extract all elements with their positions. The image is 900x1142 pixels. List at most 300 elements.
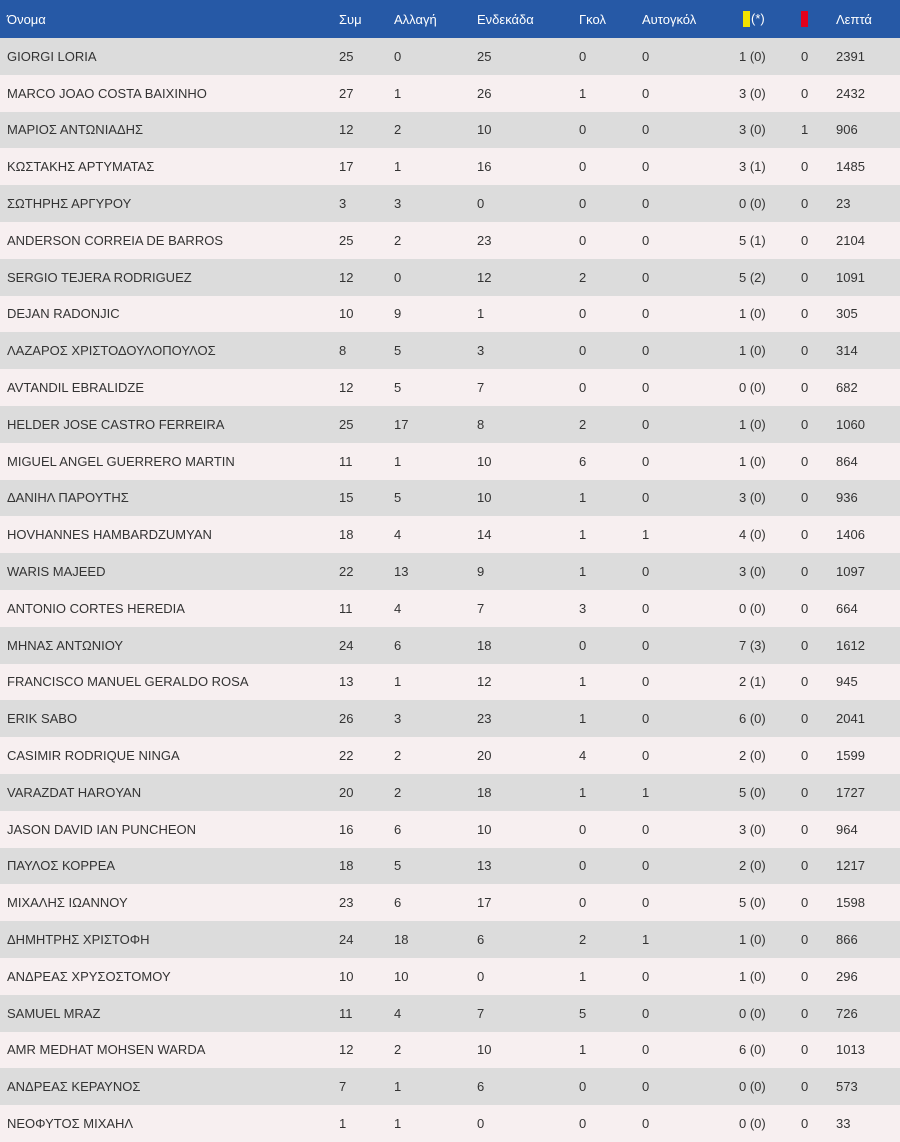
cell-own-goals: 0: [642, 85, 650, 101]
cell-starts: 10: [477, 122, 492, 138]
cell-starts: 13: [477, 858, 492, 874]
cell-starts: 8: [477, 416, 485, 432]
cell-sub: 9: [394, 306, 402, 322]
table-row: [0, 958, 900, 995]
header-starts[interactable]: Ενδεκάδα: [477, 11, 534, 27]
cell-minutes: 2104: [836, 232, 865, 248]
cell-own-goals: 0: [642, 895, 650, 911]
cell-red-cards: 0: [801, 490, 809, 506]
table-row: [0, 737, 900, 774]
cell-sub: 5: [394, 380, 402, 396]
cell-yellow-cards: 5 (0): [739, 895, 766, 911]
cell-red-cards: 0: [801, 821, 809, 837]
cell-red-cards: 0: [801, 453, 809, 469]
cell-goals: 1: [579, 527, 587, 543]
cell-minutes: 945: [836, 674, 858, 690]
cell-name: AMR MEDHAT MOHSEN WARDA: [7, 1042, 206, 1058]
cell-goals: 0: [579, 48, 587, 64]
cell-red-cards: 0: [801, 196, 809, 212]
cell-red-cards: 0: [801, 343, 809, 359]
red-card-icon: [801, 11, 808, 27]
cell-name: ΑΝΔΡΕΑΣ ΧΡΥΣΟΣΤΟΜΟΥ: [7, 968, 171, 984]
cell-minutes: 1727: [836, 784, 865, 800]
cell-red-cards: 0: [801, 637, 809, 653]
cell-minutes: 1612: [836, 637, 865, 653]
cell-red-cards: 0: [801, 85, 809, 101]
cell-goals: 3: [579, 600, 587, 616]
cell-minutes: 1599: [836, 748, 865, 764]
cell-goals: 0: [579, 343, 587, 359]
cell-starts: 6: [477, 1079, 485, 1095]
cell-starts: 12: [477, 674, 492, 690]
table-row: [0, 884, 900, 921]
cell-name: ΑΝΔΡΕΑΣ ΚΕΡΑΥΝΟΣ: [7, 1079, 141, 1095]
cell-sub: 1: [394, 674, 402, 690]
cell-apps: 22: [339, 564, 354, 580]
cell-name: ΝΕΟΦΥΤΟΣ ΜΙΧΑΗΛ: [7, 1116, 134, 1131]
cell-sub: 4: [394, 600, 402, 616]
cell-goals: 1: [579, 968, 587, 984]
cell-minutes: 864: [836, 453, 858, 469]
cell-starts: 20: [477, 748, 492, 764]
cell-apps: 10: [339, 306, 354, 322]
cell-sub: 6: [394, 637, 402, 653]
cell-name: CASIMIR RODRIQUE NINGA: [7, 748, 180, 764]
cell-own-goals: 1: [642, 784, 650, 800]
cell-minutes: 964: [836, 821, 858, 837]
table-row: [0, 185, 900, 222]
cell-own-goals: 0: [642, 858, 650, 874]
cell-name: ΛΑΖΑΡΟΣ ΧΡΙΣΤΟΔΟΥΛΟΠΟΥΛΟΣ: [7, 343, 216, 359]
cell-starts: 25: [477, 48, 492, 64]
header-row: [0, 0, 900, 38]
table-row: [0, 700, 900, 737]
cell-apps: 24: [339, 932, 354, 948]
table-row: [0, 921, 900, 958]
cell-minutes: 33: [836, 1116, 851, 1131]
header-red-cards[interactable]: [794, 0, 829, 38]
cell-minutes: 1060: [836, 416, 865, 432]
cell-red-cards: 0: [801, 159, 809, 175]
cell-own-goals: 0: [642, 490, 650, 506]
cell-name: ΔΑΝΙΗΛ ΠΑΡΟΥΤΗΣ: [7, 490, 129, 506]
cell-sub: 1: [394, 159, 402, 175]
cell-minutes: 305: [836, 306, 858, 322]
cell-goals: 1: [579, 85, 587, 101]
table-row: [0, 516, 900, 553]
cell-sub: 10: [394, 968, 409, 984]
cell-yellow-cards: 5 (1): [739, 232, 766, 248]
cell-yellow-cards: 3 (0): [739, 122, 766, 138]
cell-name: JASON DAVID IAN PUNCHEON: [7, 821, 197, 837]
cell-yellow-cards: 3 (1): [739, 159, 766, 175]
cell-sub: 1: [394, 1116, 402, 1131]
cell-sub: 2: [394, 748, 402, 764]
cell-goals: 0: [579, 821, 587, 837]
cell-yellow-cards: 6 (0): [739, 711, 766, 727]
cell-starts: 10: [477, 821, 492, 837]
cell-starts: 7: [477, 380, 485, 396]
table-row: [0, 332, 900, 369]
table-row: [0, 443, 900, 480]
yellow-card-icon: [743, 11, 750, 27]
header-name[interactable]: Όνομα: [7, 11, 46, 27]
cell-sub: 4: [394, 527, 402, 543]
cell-own-goals: 0: [642, 196, 650, 212]
cell-red-cards: 0: [801, 416, 809, 432]
cell-red-cards: 0: [801, 748, 809, 764]
cell-red-cards: 0: [801, 932, 809, 948]
cell-apps: 25: [339, 48, 354, 64]
cell-starts: 9: [477, 564, 485, 580]
cell-sub: 2: [394, 232, 402, 248]
cell-name: ΜΑΡΙΟΣ ΑΝΤΩΝΙΑΔΗΣ: [7, 122, 144, 138]
table-row: [0, 553, 900, 590]
cell-minutes: 906: [836, 122, 858, 138]
cell-sub: 0: [394, 48, 402, 64]
cell-own-goals: 0: [642, 968, 650, 984]
table-row: [0, 259, 900, 296]
cell-apps: 24: [339, 637, 354, 653]
cell-minutes: 1485: [836, 159, 865, 175]
cell-apps: 1: [339, 1116, 347, 1131]
cell-minutes: 2041: [836, 711, 865, 727]
cell-name: ANDERSON CORREIA DE BARROS: [7, 232, 223, 248]
table-row: [0, 590, 900, 627]
cell-apps: 3: [339, 196, 347, 212]
cell-red-cards: 0: [801, 380, 809, 396]
cell-minutes: 1406: [836, 527, 865, 543]
cell-minutes: 314: [836, 343, 858, 359]
cell-yellow-cards: 3 (0): [739, 821, 766, 837]
cell-own-goals: 0: [642, 1116, 650, 1131]
cell-yellow-cards: 5 (2): [739, 269, 766, 285]
cell-own-goals: 0: [642, 232, 650, 248]
cell-apps: 27: [339, 85, 354, 101]
cell-name: GIORGI LORIA: [7, 48, 97, 64]
cell-goals: 1: [579, 674, 587, 690]
cell-apps: 12: [339, 122, 354, 138]
cell-yellow-cards: 3 (0): [739, 490, 766, 506]
cell-red-cards: 0: [801, 269, 809, 285]
cell-starts: 10: [477, 453, 492, 469]
cell-goals: 1: [579, 711, 587, 727]
cell-goals: 0: [579, 232, 587, 248]
cell-apps: 15: [339, 490, 354, 506]
cell-sub: 5: [394, 490, 402, 506]
table-header: [0, 0, 900, 38]
cell-minutes: 866: [836, 932, 858, 948]
cell-goals: 4: [579, 748, 587, 764]
header-own-goals[interactable]: Αυτογκόλ: [642, 11, 697, 27]
cell-starts: 18: [477, 637, 492, 653]
cell-starts: 10: [477, 490, 492, 506]
cell-minutes: 2432: [836, 85, 865, 101]
cell-name: ΜΙΧΑΛΗΣ ΙΩΑΝΝΟΥ: [7, 895, 128, 911]
cell-red-cards: 0: [801, 858, 809, 874]
cell-yellow-cards: 3 (0): [739, 564, 766, 580]
cell-yellow-cards: 7 (3): [739, 637, 766, 653]
cell-name: SAMUEL MRAZ: [7, 1005, 101, 1021]
cell-name: ΠΑΥΛΟΣ ΚΟΡΡΕΑ: [7, 858, 116, 874]
cell-yellow-cards: 0 (0): [739, 196, 766, 212]
cell-goals: 1: [579, 564, 587, 580]
cell-sub: 2: [394, 784, 402, 800]
table-row: [0, 480, 900, 517]
header-apps[interactable]: Συμ: [339, 11, 362, 27]
cell-apps: 16: [339, 821, 354, 837]
cell-yellow-cards: 1 (0): [739, 453, 766, 469]
cell-starts: 6: [477, 932, 485, 948]
cell-sub: 3: [394, 711, 402, 727]
cell-apps: 13: [339, 674, 354, 690]
cell-apps: 11: [339, 600, 353, 616]
cell-starts: 1: [477, 306, 485, 322]
cell-red-cards: 0: [801, 895, 809, 911]
table-row: [0, 222, 900, 259]
cell-yellow-cards: 1 (0): [739, 306, 766, 322]
cell-apps: 22: [339, 748, 354, 764]
cell-starts: 0: [477, 196, 485, 212]
header-sub[interactable]: Αλλαγή: [394, 11, 437, 27]
cell-apps: 12: [339, 380, 354, 396]
cell-apps: 17: [339, 159, 354, 175]
cell-sub: 13: [394, 564, 409, 580]
cell-goals: 0: [579, 1116, 587, 1131]
cell-red-cards: 0: [801, 674, 809, 690]
table-row: [0, 406, 900, 443]
header-yellow-cards[interactable]: [736, 0, 794, 38]
cell-name: AVTANDIL EBRALIDZE: [7, 380, 145, 396]
cell-goals: 1: [579, 490, 587, 506]
cell-red-cards: 0: [801, 1116, 809, 1131]
cell-apps: 7: [339, 1079, 347, 1095]
cell-apps: 11: [339, 453, 353, 469]
cell-own-goals: 0: [642, 600, 650, 616]
cell-sub: 6: [394, 821, 402, 837]
cell-own-goals: 0: [642, 1042, 650, 1058]
table-row: [0, 112, 900, 149]
cell-own-goals: 0: [642, 821, 650, 837]
cell-red-cards: 0: [801, 564, 809, 580]
table-row: [0, 664, 900, 701]
cell-starts: 18: [477, 784, 492, 800]
table-row: [0, 148, 900, 185]
cell-apps: 18: [339, 858, 354, 874]
cell-starts: 0: [477, 968, 485, 984]
cell-goals: 0: [579, 1079, 587, 1095]
cell-apps: 12: [339, 269, 354, 285]
table-row: [0, 848, 900, 885]
cell-name: WARIS MAJEED: [7, 564, 106, 580]
cell-red-cards: 0: [801, 600, 809, 616]
cell-yellow-cards: 1 (0): [739, 343, 766, 359]
cell-apps: 12: [339, 1042, 354, 1058]
table-row: [0, 1068, 900, 1105]
cell-goals: 0: [579, 159, 587, 175]
cell-minutes: 23: [836, 196, 851, 212]
table-row: [0, 995, 900, 1032]
cell-own-goals: 0: [642, 343, 650, 359]
cell-apps: 18: [339, 527, 354, 543]
cell-own-goals: 0: [642, 48, 650, 64]
cell-minutes: 2391: [836, 48, 865, 64]
cell-own-goals: 1: [642, 527, 650, 543]
cell-name: ΚΩΣΤΑΚΗΣ ΑΡΤΥΜΑΤΑΣ: [7, 159, 155, 175]
cell-name: MIGUEL ANGEL GUERRERO MARTIN: [7, 453, 235, 469]
cell-minutes: 1097: [836, 564, 865, 580]
cell-red-cards: 0: [801, 306, 809, 322]
cell-own-goals: 0: [642, 637, 650, 653]
cell-name: DEJAN RADONJIC: [7, 306, 120, 322]
cell-yellow-cards: 0 (0): [739, 380, 766, 396]
cell-name: FRANCISCO MANUEL GERALDO ROSA: [7, 674, 249, 690]
cell-apps: 8: [339, 343, 347, 359]
cell-sub: 6: [394, 895, 402, 911]
cell-own-goals: 0: [642, 159, 650, 175]
cell-starts: 26: [477, 85, 492, 101]
cell-red-cards: 0: [801, 232, 809, 248]
cell-red-cards: 0: [801, 1005, 809, 1021]
cell-apps: 25: [339, 232, 354, 248]
cell-own-goals: 0: [642, 453, 650, 469]
cell-minutes: 726: [836, 1005, 858, 1021]
cell-starts: 23: [477, 711, 492, 727]
cell-sub: 4: [394, 1005, 402, 1021]
cell-yellow-cards: 2 (1): [739, 674, 766, 690]
cell-sub: 1: [394, 85, 402, 101]
cell-starts: 7: [477, 1005, 485, 1021]
cell-sub: 5: [394, 858, 402, 874]
cell-apps: 20: [339, 784, 354, 800]
cell-red-cards: 0: [801, 784, 809, 800]
cell-name: MARCO JOAO COSTA BAIXINHO: [7, 85, 207, 101]
cell-red-cards: 0: [801, 527, 809, 543]
cell-own-goals: 1: [642, 932, 650, 948]
cell-starts: 23: [477, 232, 492, 248]
cell-sub: 1: [394, 1079, 402, 1095]
cell-goals: 2: [579, 416, 587, 432]
cell-name: SERGIO TEJERA RODRIGUEZ: [7, 269, 192, 285]
cell-goals: 0: [579, 122, 587, 138]
cell-sub: 0: [394, 269, 402, 285]
cell-own-goals: 0: [642, 306, 650, 322]
table-row: [0, 75, 900, 112]
cell-goals: 0: [579, 196, 587, 212]
cell-own-goals: 0: [642, 416, 650, 432]
cell-apps: 26: [339, 711, 354, 727]
cell-goals: 2: [579, 269, 587, 285]
cell-goals: 0: [579, 858, 587, 874]
cell-red-cards: 1: [801, 122, 809, 138]
cell-yellow-cards: 2 (0): [739, 748, 766, 764]
cell-name: ΜΗΝΑΣ ΑΝΤΩΝΙΟΥ: [7, 637, 124, 653]
cell-sub: 18: [394, 932, 409, 948]
cell-name: HELDER JOSE CASTRO FERREIRA: [7, 416, 225, 432]
cell-sub: 2: [394, 1042, 402, 1058]
cell-minutes: 664: [836, 600, 858, 616]
cell-own-goals: 0: [642, 269, 650, 285]
cell-minutes: 1013: [836, 1042, 865, 1058]
cell-starts: 16: [477, 159, 492, 175]
cell-starts: 3: [477, 343, 485, 359]
cell-name: ERIK SABO: [7, 711, 78, 727]
header-goals[interactable]: Γκολ: [579, 11, 606, 27]
table-row: [0, 38, 900, 75]
cell-name: ΣΩΤΗΡΗΣ ΑΡΓΥΡΟΥ: [7, 196, 132, 212]
cell-goals: 1: [579, 1042, 587, 1058]
cell-sub: 17: [394, 416, 409, 432]
cell-starts: 12: [477, 269, 492, 285]
cell-yellow-cards: 4 (0): [739, 527, 766, 543]
cell-starts: 14: [477, 527, 492, 543]
cell-minutes: 1217: [836, 858, 865, 874]
cell-name: ANTONIO CORTES HEREDIA: [7, 600, 185, 616]
cell-apps: 10: [339, 968, 354, 984]
cell-goals: 5: [579, 1005, 587, 1021]
cell-name: HOVHANNES HAMBARDZUMYAN: [7, 527, 212, 543]
cell-name: ΔΗΜΗΤΡΗΣ ΧΡΙΣΤΟΦΗ: [7, 932, 150, 948]
cell-starts: 0: [477, 1116, 485, 1131]
cell-yellow-cards: 0 (0): [739, 1079, 766, 1095]
table-row: [0, 369, 900, 406]
table-row: [0, 296, 900, 333]
table-body: [0, 38, 900, 1142]
cell-yellow-cards: 1 (0): [739, 968, 766, 984]
cell-yellow-cards: 3 (0): [739, 85, 766, 101]
cell-red-cards: 0: [801, 968, 809, 984]
cell-apps: 25: [339, 416, 354, 432]
cell-starts: 10: [477, 1042, 492, 1058]
cell-minutes: 573: [836, 1079, 858, 1095]
cell-yellow-cards: 1 (0): [739, 416, 766, 432]
cell-own-goals: 0: [642, 674, 650, 690]
cell-minutes: 296: [836, 968, 858, 984]
table-row: [0, 627, 900, 664]
cell-yellow-cards: 1 (0): [739, 932, 766, 948]
table-row: [0, 1032, 900, 1069]
cell-own-goals: 0: [642, 1079, 650, 1095]
cell-yellow-cards: 0 (0): [739, 1005, 766, 1021]
cell-goals: 1: [579, 784, 587, 800]
cell-own-goals: 0: [642, 380, 650, 396]
cell-red-cards: 0: [801, 711, 809, 727]
cell-sub: 1: [394, 453, 402, 469]
cell-sub: 3: [394, 196, 402, 212]
cell-apps: 11: [339, 1005, 353, 1021]
header-minutes[interactable]: Λεπτά: [836, 11, 872, 27]
cell-red-cards: 0: [801, 48, 809, 64]
cell-minutes: 1091: [836, 269, 865, 285]
cell-goals: 0: [579, 637, 587, 653]
cell-yellow-cards: 2 (0): [739, 858, 766, 874]
cell-starts: 7: [477, 600, 485, 616]
cell-own-goals: 0: [642, 564, 650, 580]
cell-yellow-cards: 0 (0): [739, 600, 766, 616]
cell-sub: 5: [394, 343, 402, 359]
cell-yellow-cards: 5 (0): [739, 784, 766, 800]
cell-yellow-cards: 0 (0): [739, 1116, 766, 1131]
table-row: [0, 1105, 900, 1142]
table-row: [0, 774, 900, 811]
cell-goals: 0: [579, 895, 587, 911]
cell-own-goals: 0: [642, 748, 650, 764]
cell-own-goals: 0: [642, 711, 650, 727]
cell-red-cards: 0: [801, 1079, 809, 1095]
cell-sub: 2: [394, 122, 402, 138]
cell-red-cards: 0: [801, 1042, 809, 1058]
header-yellow-suffix: (*): [751, 10, 765, 26]
